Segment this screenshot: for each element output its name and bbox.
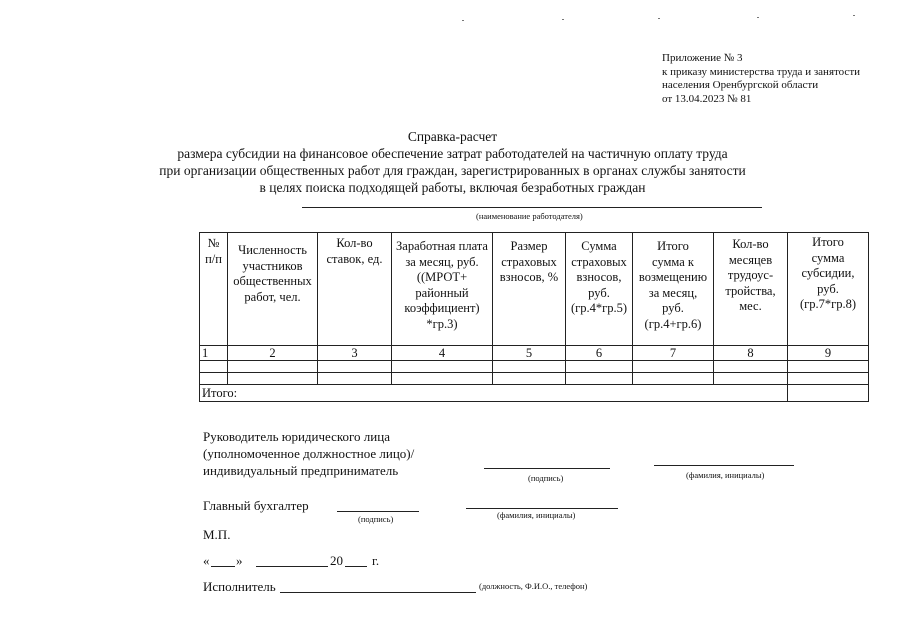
title-line: размера субсидии на финансовое обеспечение затрат работодателей на частичную оплату труда <box>177 146 728 161</box>
header-cell: Кол-во месяцев трудоус- тройства, мес. <box>714 233 788 346</box>
head-name-line[interactable] <box>654 465 794 466</box>
table-cell[interactable] <box>493 373 566 385</box>
table-cell[interactable] <box>228 361 318 373</box>
header-cell: Размер страховых взносов, % <box>493 233 566 346</box>
table-cell[interactable] <box>566 373 633 385</box>
year-suffix: г. <box>372 553 380 568</box>
approval-line: к приказу министерства труда и занятости <box>662 65 861 78</box>
head-label-line: Руководитель юридического лица <box>203 429 390 444</box>
head-label-line: (уполномоченное должностное лицо)/ <box>203 446 415 461</box>
accountant-signature-line[interactable] <box>337 511 419 512</box>
table-cell[interactable] <box>318 373 392 385</box>
total-label: Итого: <box>200 385 788 402</box>
stamp-label: М.П. <box>203 527 231 542</box>
column-number-row <box>200 346 869 361</box>
head-label-line: индивидуальный предприниматель <box>203 463 399 478</box>
total-value-cell[interactable] <box>788 385 869 402</box>
approval-line: населения Оренбургской области <box>662 79 819 91</box>
table-cell[interactable] <box>318 361 392 373</box>
column-number: 6 <box>566 346 633 361</box>
table-cell[interactable] <box>228 373 318 385</box>
table-cell[interactable] <box>788 373 869 385</box>
header-cell: Итого сумма к возмещению за месяц, руб. (гр.4+гр.6) <box>633 233 714 346</box>
date-close-quote: » <box>236 553 243 568</box>
column-number: 4 <box>392 346 493 361</box>
header-cell: Заработная плата за месяц, руб. ((МРОТ+ районный коэффициент) *гр.3) <box>392 233 493 346</box>
approval-line: от 13.04.2023 № 81 <box>662 92 752 105</box>
title-line: при организации общественных работ для граждан, зарегистрированных в органах службы занятости <box>159 163 746 178</box>
date-year-line[interactable] <box>345 566 367 567</box>
approval-block <box>662 52 860 106</box>
table-cell[interactable] <box>633 361 714 373</box>
table-cell[interactable] <box>200 361 228 373</box>
column-number: 1 <box>200 346 228 361</box>
header-cell: Кол-во ставок, ед. <box>318 233 392 346</box>
accountant-signature-caption: (подпись) <box>358 514 394 524</box>
table-cell[interactable] <box>714 361 788 373</box>
date-open-quote: « <box>203 553 210 568</box>
accountant-name-line[interactable] <box>466 508 618 509</box>
table-cell[interactable] <box>392 361 493 373</box>
title-line: в целях поиска подходящей работы, включая безработных граждан <box>259 180 646 195</box>
table-row <box>200 361 869 373</box>
head-signature-label <box>203 428 414 479</box>
header-row <box>200 233 869 346</box>
head-name-caption: (фамилия, инициалы) <box>686 470 765 480</box>
table-cell[interactable] <box>493 361 566 373</box>
header-cell: Итого сумма субсидии, руб. (гр.7*гр.8) <box>788 233 869 346</box>
column-number: 2 <box>228 346 318 361</box>
column-number: 8 <box>714 346 788 361</box>
header-cell: Сумма страховых взносов, руб. (гр.4*гр.5) <box>566 233 633 346</box>
document-title <box>0 128 905 196</box>
table-cell[interactable] <box>392 373 493 385</box>
accountant-name-caption: (фамилия, инициалы) <box>497 510 576 520</box>
table-cell[interactable] <box>788 361 869 373</box>
approval-line: Приложение № 3 <box>662 52 743 64</box>
table-cell[interactable] <box>200 373 228 385</box>
table-row <box>200 373 869 385</box>
executor-label: Исполнитель <box>203 579 276 594</box>
header-cell: Численность участников общественных работ, чел. <box>228 233 318 346</box>
accountant-label: Главный бухгалтер <box>203 498 309 513</box>
executor-line[interactable] <box>280 592 476 593</box>
date-day-line[interactable] <box>211 566 235 567</box>
table-cell[interactable] <box>633 373 714 385</box>
calculation-table <box>199 232 869 402</box>
column-number: 5 <box>493 346 566 361</box>
column-number: 3 <box>318 346 392 361</box>
year-prefix: 20 <box>330 553 343 568</box>
employer-caption: (наименование работодателя) <box>476 211 583 221</box>
title-line: Справка-расчет <box>407 129 498 144</box>
head-signature-caption: (подпись) <box>528 473 564 483</box>
head-signature-line[interactable] <box>484 468 610 469</box>
executor-caption: (должность, Ф.И.О., телефон) <box>479 581 588 591</box>
column-number: 9 <box>788 346 869 361</box>
column-number: 7 <box>633 346 714 361</box>
date-month-line[interactable] <box>256 566 328 567</box>
total-row <box>200 385 869 402</box>
header-cell: № п/п <box>200 233 228 346</box>
table-cell[interactable] <box>566 361 633 373</box>
table-cell[interactable] <box>714 373 788 385</box>
employer-name-line[interactable] <box>302 207 762 208</box>
